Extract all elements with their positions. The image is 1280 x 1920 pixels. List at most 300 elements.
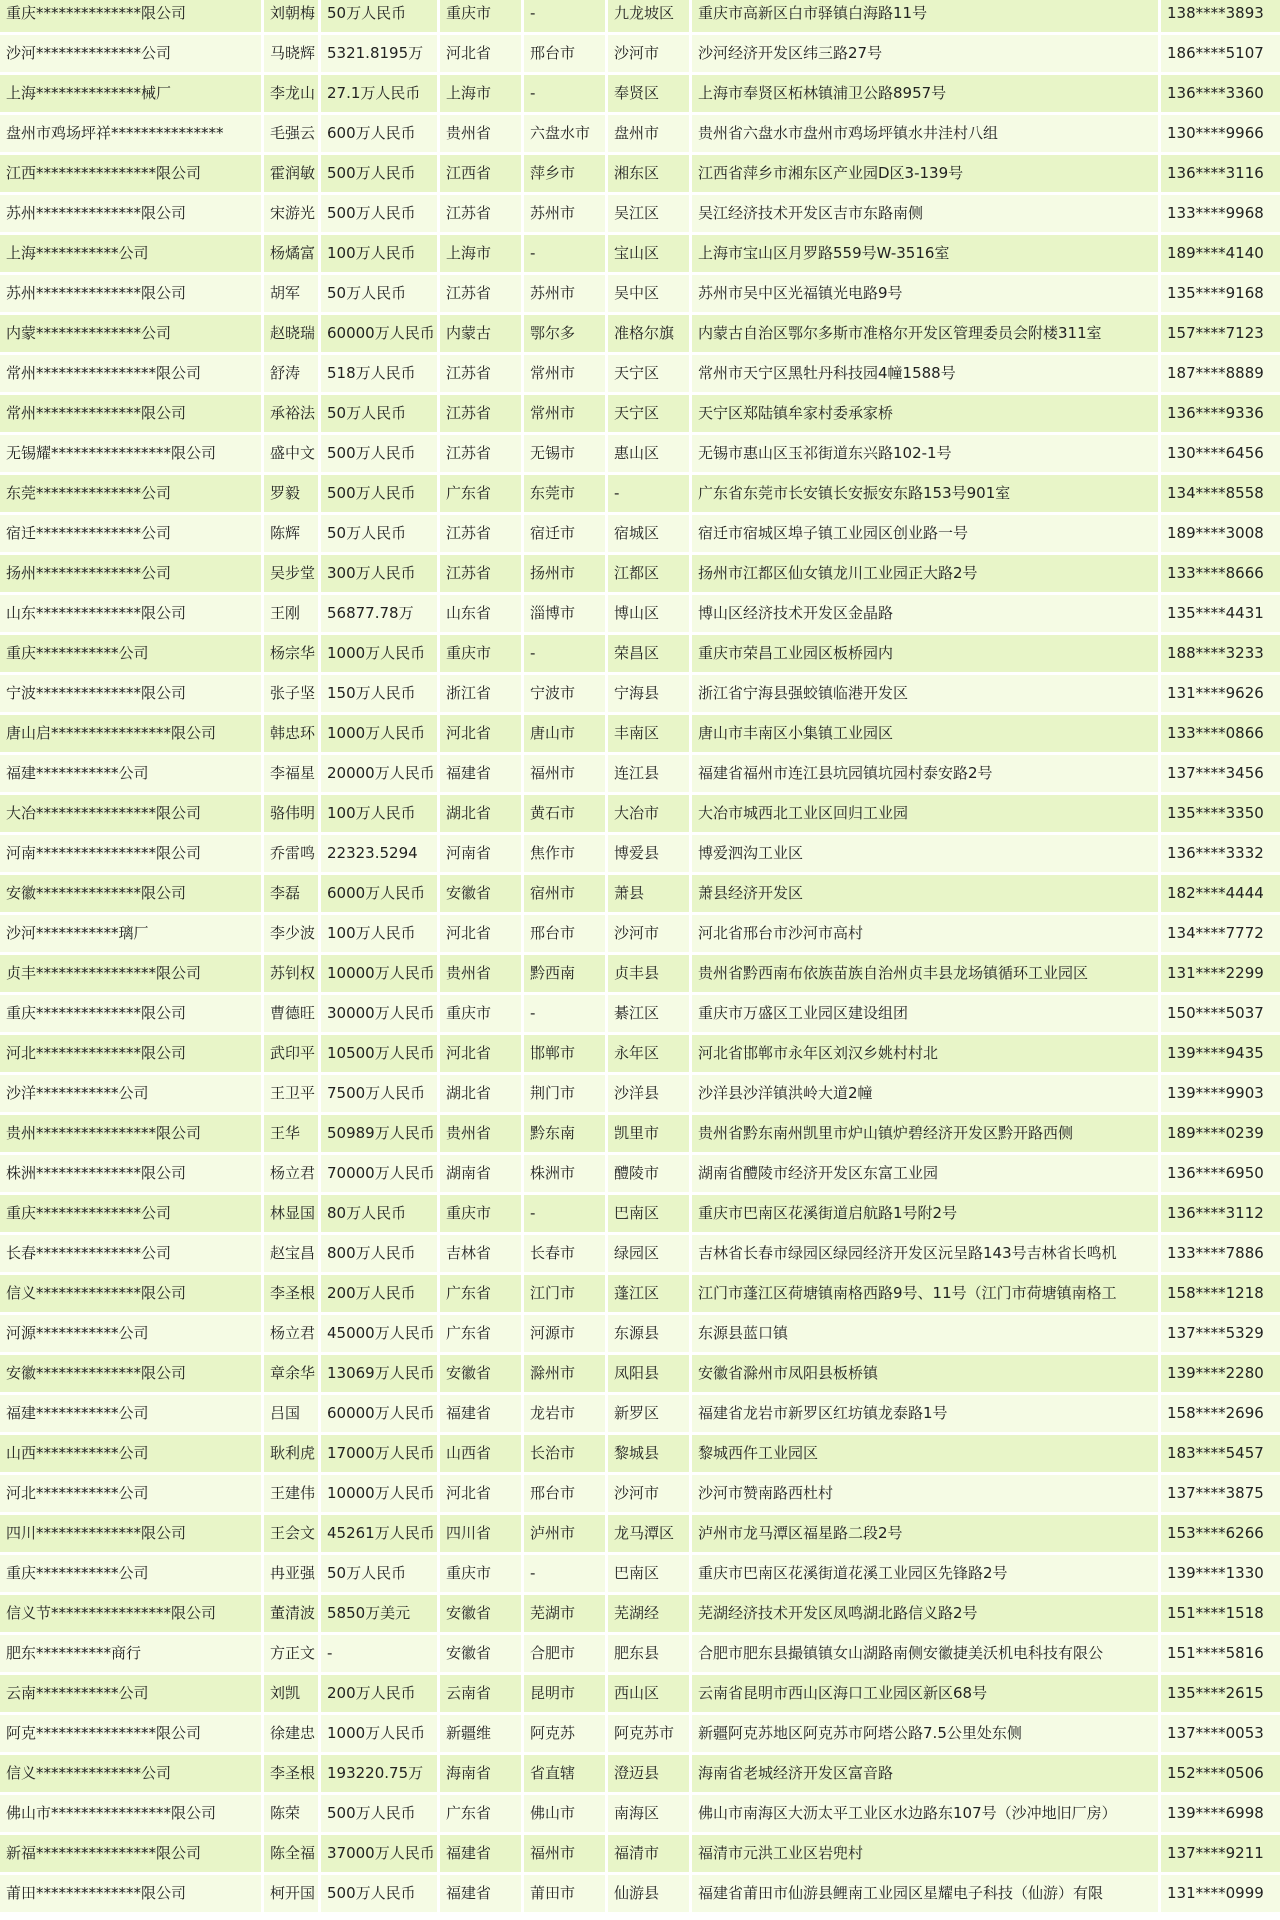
registered-capital-cell: 45261万人民币 bbox=[321, 1515, 437, 1555]
city-cell: 苏州市 bbox=[524, 195, 605, 235]
company-name-cell: 福建***********公司 bbox=[0, 1395, 261, 1435]
legal-rep-cell: 耿利虎 bbox=[264, 1435, 318, 1475]
company-name-cell: 贵州****************限公司 bbox=[0, 1115, 261, 1155]
district-cell: 吴江区 bbox=[608, 195, 689, 235]
district-cell: 博山区 bbox=[608, 595, 689, 635]
table-row[interactable] bbox=[0, 755, 1280, 795]
district-cell: 江都区 bbox=[608, 555, 689, 595]
registered-capital-cell: 50989万人民币 bbox=[321, 1115, 437, 1155]
province-cell: 福建省 bbox=[440, 755, 521, 795]
legal-rep-cell: 徐建忠 bbox=[264, 1715, 318, 1755]
city-cell: 淄博市 bbox=[524, 595, 605, 635]
province-cell: 四川省 bbox=[440, 1515, 521, 1555]
legal-rep-cell: 舒涛 bbox=[264, 355, 318, 395]
registered-capital-cell: 5850万美元 bbox=[321, 1595, 437, 1635]
city-cell: 鄂尔多 bbox=[524, 315, 605, 355]
registered-capital-cell: 5321.8195万 bbox=[321, 35, 437, 75]
legal-rep-cell: 胡军 bbox=[264, 275, 318, 315]
phone-cell: 186****5107 bbox=[1161, 35, 1280, 75]
city-cell: 省直辖 bbox=[524, 1755, 605, 1795]
registered-capital-cell: 50万人民币 bbox=[321, 275, 437, 315]
company-name-cell: 山东**************限公司 bbox=[0, 595, 261, 635]
province-cell: 湖南省 bbox=[440, 1155, 521, 1195]
table-row[interactable] bbox=[0, 515, 1280, 555]
province-cell: 河北省 bbox=[440, 915, 521, 955]
phone-cell: 134****7772 bbox=[1161, 915, 1280, 955]
city-cell: 河源市 bbox=[524, 1315, 605, 1355]
table-row[interactable] bbox=[0, 1275, 1280, 1315]
legal-rep-cell: 王刚 bbox=[264, 595, 318, 635]
province-cell: 河北省 bbox=[440, 1035, 521, 1075]
province-cell: 贵州省 bbox=[440, 115, 521, 155]
address-cell: 重庆市高新区白市驿镇白海路11号 bbox=[692, 0, 1158, 35]
company-name-cell: 莆田**************限公司 bbox=[0, 1875, 261, 1915]
province-cell: 江苏省 bbox=[440, 395, 521, 435]
district-cell: 巴南区 bbox=[608, 1555, 689, 1595]
registered-capital-cell: 600万人民币 bbox=[321, 115, 437, 155]
district-cell: 永年区 bbox=[608, 1035, 689, 1075]
phone-cell: 151****5816 bbox=[1161, 1635, 1280, 1675]
table-row[interactable] bbox=[0, 1235, 1280, 1275]
legal-rep-cell: 董清波 bbox=[264, 1595, 318, 1635]
registered-capital-cell: - bbox=[321, 1635, 437, 1675]
phone-cell: 139****9903 bbox=[1161, 1075, 1280, 1115]
phone-cell: 136****3112 bbox=[1161, 1195, 1280, 1235]
province-cell: 福建省 bbox=[440, 1875, 521, 1915]
table-row[interactable] bbox=[0, 155, 1280, 195]
phone-cell: 138****3893 bbox=[1161, 0, 1280, 35]
table-row[interactable] bbox=[0, 355, 1280, 395]
phone-cell: 130****9966 bbox=[1161, 115, 1280, 155]
district-cell: 新罗区 bbox=[608, 1395, 689, 1435]
legal-rep-cell: 李磊 bbox=[264, 875, 318, 915]
address-cell: 黎城西仵工业园区 bbox=[692, 1435, 1158, 1475]
address-cell: 东源县蓝口镇 bbox=[692, 1315, 1158, 1355]
province-cell: 安徽省 bbox=[440, 875, 521, 915]
district-cell: 阿克苏市 bbox=[608, 1715, 689, 1755]
city-cell: 萍乡市 bbox=[524, 155, 605, 195]
table-row[interactable] bbox=[0, 435, 1280, 475]
address-cell: 常州市天宁区黑牡丹科技园4幢1588号 bbox=[692, 355, 1158, 395]
table-row[interactable] bbox=[0, 1795, 1280, 1835]
registered-capital-cell: 1000万人民币 bbox=[321, 715, 437, 755]
registered-capital-cell: 200万人民币 bbox=[321, 1675, 437, 1715]
company-name-cell: 重庆***********公司 bbox=[0, 1555, 261, 1595]
address-cell: 安徽省滁州市凤阳县板桥镇 bbox=[692, 1355, 1158, 1395]
district-cell: 天宁区 bbox=[608, 355, 689, 395]
address-cell: 上海市奉贤区柘林镇浦卫公路8957号 bbox=[692, 75, 1158, 115]
district-cell: 盘州市 bbox=[608, 115, 689, 155]
registered-capital-cell: 10000万人民币 bbox=[321, 1475, 437, 1515]
registered-capital-cell: 193220.75万 bbox=[321, 1755, 437, 1795]
district-cell: - bbox=[608, 475, 689, 515]
legal-rep-cell: 苏钊权 bbox=[264, 955, 318, 995]
table-row[interactable] bbox=[0, 555, 1280, 595]
table-row[interactable] bbox=[0, 955, 1280, 995]
company-name-cell: 信义节****************限公司 bbox=[0, 1595, 261, 1635]
address-cell: 重庆市巴南区花溪街道花溪工业园区先锋路2号 bbox=[692, 1555, 1158, 1595]
table-row[interactable] bbox=[0, 1555, 1280, 1595]
province-cell: 山东省 bbox=[440, 595, 521, 635]
province-cell: 江苏省 bbox=[440, 555, 521, 595]
table-row[interactable] bbox=[0, 1755, 1280, 1795]
table-row[interactable] bbox=[0, 1435, 1280, 1475]
address-cell: 贵州省黔西南布依族苗族自治州贞丰县龙场镇循环工业园区 bbox=[692, 955, 1158, 995]
table-row[interactable] bbox=[0, 1395, 1280, 1435]
table-row[interactable] bbox=[0, 1875, 1280, 1915]
address-cell: 天宁区郑陆镇牟家村委承家桥 bbox=[692, 395, 1158, 435]
phone-cell: 158****1218 bbox=[1161, 1275, 1280, 1315]
district-cell: 贞丰县 bbox=[608, 955, 689, 995]
table-row[interactable] bbox=[0, 635, 1280, 675]
table-row[interactable] bbox=[0, 1675, 1280, 1715]
registered-capital-cell: 100万人民币 bbox=[321, 235, 437, 275]
legal-rep-cell: 杨立君 bbox=[264, 1155, 318, 1195]
table-row[interactable] bbox=[0, 875, 1280, 915]
registered-capital-cell: 60000万人民币 bbox=[321, 315, 437, 355]
address-cell: 福建省福州市连江县坑园镇坑园村泰安路2号 bbox=[692, 755, 1158, 795]
legal-rep-cell: 杨宗华 bbox=[264, 635, 318, 675]
company-name-cell: 河北***********公司 bbox=[0, 1475, 261, 1515]
legal-rep-cell: 霍润敏 bbox=[264, 155, 318, 195]
legal-rep-cell: 章余华 bbox=[264, 1355, 318, 1395]
table-row[interactable] bbox=[0, 1355, 1280, 1395]
company-name-cell: 上海**************械厂 bbox=[0, 75, 261, 115]
company-name-cell: 盘州市鸡场坪祥*************** bbox=[0, 115, 261, 155]
company-name-cell: 沙洋***********公司 bbox=[0, 1075, 261, 1115]
phone-cell: 135****3350 bbox=[1161, 795, 1280, 835]
address-cell: 湖南省醴陵市经济开发区东富工业园 bbox=[692, 1155, 1158, 1195]
city-cell: 宁波市 bbox=[524, 675, 605, 715]
legal-rep-cell: 乔雷鸣 bbox=[264, 835, 318, 875]
table-row[interactable] bbox=[0, 275, 1280, 315]
registered-capital-cell: 50万人民币 bbox=[321, 395, 437, 435]
table-row[interactable] bbox=[0, 915, 1280, 955]
table-row[interactable] bbox=[0, 195, 1280, 235]
company-name-cell: 上海***********公司 bbox=[0, 235, 261, 275]
province-cell: 江苏省 bbox=[440, 355, 521, 395]
company-name-cell: 常州**************限公司 bbox=[0, 395, 261, 435]
legal-rep-cell: 杨燏富 bbox=[264, 235, 318, 275]
legal-rep-cell: 曹德旺 bbox=[264, 995, 318, 1035]
city-cell: 邢台市 bbox=[524, 1475, 605, 1515]
address-cell: 云南省昆明市西山区海口工业园区新区68号 bbox=[692, 1675, 1158, 1715]
phone-cell: 131****2299 bbox=[1161, 955, 1280, 995]
table-row[interactable] bbox=[0, 1115, 1280, 1155]
address-cell: 江门市蓬江区荷塘镇南格西路9号、11号（江门市荷塘镇南格工 bbox=[692, 1275, 1158, 1315]
district-cell: 萧县 bbox=[608, 875, 689, 915]
table-row[interactable] bbox=[0, 395, 1280, 435]
phone-cell: 158****2696 bbox=[1161, 1395, 1280, 1435]
district-cell: 龙马潭区 bbox=[608, 1515, 689, 1555]
company-name-cell: 贞丰****************限公司 bbox=[0, 955, 261, 995]
province-cell: 湖北省 bbox=[440, 1075, 521, 1115]
table-row[interactable] bbox=[0, 1515, 1280, 1555]
phone-cell: 133****9968 bbox=[1161, 195, 1280, 235]
district-cell: 连江县 bbox=[608, 755, 689, 795]
address-cell: 海南省老城经济开发区富音路 bbox=[692, 1755, 1158, 1795]
city-cell: 邢台市 bbox=[524, 915, 605, 955]
phone-cell: 137****3875 bbox=[1161, 1475, 1280, 1515]
table-row[interactable] bbox=[0, 35, 1280, 75]
registered-capital-cell: 6000万人民币 bbox=[321, 875, 437, 915]
registered-capital-cell: 1000万人民币 bbox=[321, 635, 437, 675]
district-cell: 湘东区 bbox=[608, 155, 689, 195]
address-cell: 合肥市肥东县撮镇镇女山湖路南侧安徽捷美沃机电科技有限公 bbox=[692, 1635, 1158, 1675]
legal-rep-cell: 罗毅 bbox=[264, 475, 318, 515]
table-row[interactable] bbox=[0, 1315, 1280, 1355]
province-cell: 河南省 bbox=[440, 835, 521, 875]
address-cell: 新疆阿克苏地区阿克苏市阿塔公路7.5公里处东侧 bbox=[692, 1715, 1158, 1755]
address-cell: 浙江省宁海县强蛟镇临港开发区 bbox=[692, 675, 1158, 715]
city-cell: - bbox=[524, 75, 605, 115]
legal-rep-cell: 李少波 bbox=[264, 915, 318, 955]
phone-cell: 136****3360 bbox=[1161, 75, 1280, 115]
registered-capital-cell: 50万人民币 bbox=[321, 515, 437, 555]
address-cell: 博山区经济技术开发区金晶路 bbox=[692, 595, 1158, 635]
registered-capital-cell: 60000万人民币 bbox=[321, 1395, 437, 1435]
table-row[interactable] bbox=[0, 795, 1280, 835]
table-row[interactable] bbox=[0, 75, 1280, 115]
table-row[interactable] bbox=[0, 835, 1280, 875]
address-cell: 福建省莆田市仙游县鲤南工业园区星耀电子科技（仙游）有限 bbox=[692, 1875, 1158, 1915]
address-cell: 河北省邢台市沙河市高村 bbox=[692, 915, 1158, 955]
phone-cell: 134****8558 bbox=[1161, 475, 1280, 515]
registered-capital-cell: 200万人民币 bbox=[321, 1275, 437, 1315]
address-cell: 芜湖经济技术开发区凤鸣湖北路信义路2号 bbox=[692, 1595, 1158, 1635]
city-cell: 黄石市 bbox=[524, 795, 605, 835]
phone-cell: 157****7123 bbox=[1161, 315, 1280, 355]
legal-rep-cell: 林显国 bbox=[264, 1195, 318, 1235]
city-cell: 黔东南 bbox=[524, 1115, 605, 1155]
city-cell: 昆明市 bbox=[524, 1675, 605, 1715]
registered-capital-cell: 800万人民币 bbox=[321, 1235, 437, 1275]
table-row[interactable] bbox=[0, 995, 1280, 1035]
company-name-cell: 信义**************限公司 bbox=[0, 1275, 261, 1315]
address-cell: 河北省邯郸市永年区刘汉乡姚村村北 bbox=[692, 1035, 1158, 1075]
district-cell: 准格尔旗 bbox=[608, 315, 689, 355]
table-row[interactable] bbox=[0, 235, 1280, 275]
province-cell: 重庆市 bbox=[440, 1195, 521, 1235]
district-cell: 宝山区 bbox=[608, 235, 689, 275]
company-name-cell: 沙河**************公司 bbox=[0, 35, 261, 75]
company-name-cell: 新福****************限公司 bbox=[0, 1835, 261, 1875]
province-cell: 上海市 bbox=[440, 235, 521, 275]
legal-rep-cell: 李圣根 bbox=[264, 1275, 318, 1315]
company-name-cell: 宁波**************限公司 bbox=[0, 675, 261, 715]
city-cell: 福州市 bbox=[524, 755, 605, 795]
phone-cell: 152****0506 bbox=[1161, 1755, 1280, 1795]
address-cell: 沙洋县沙洋镇洪岭大道2幢 bbox=[692, 1075, 1158, 1115]
district-cell: 大冶市 bbox=[608, 795, 689, 835]
company-name-cell: 河北**************限公司 bbox=[0, 1035, 261, 1075]
legal-rep-cell: 盛中文 bbox=[264, 435, 318, 475]
table-row[interactable] bbox=[0, 1155, 1280, 1195]
province-cell: 上海市 bbox=[440, 75, 521, 115]
legal-rep-cell: 骆伟明 bbox=[264, 795, 318, 835]
table-row[interactable] bbox=[0, 1075, 1280, 1115]
company-name-cell: 河南****************限公司 bbox=[0, 835, 261, 875]
legal-rep-cell: 李龙山 bbox=[264, 75, 318, 115]
legal-rep-cell: 张子坚 bbox=[264, 675, 318, 715]
district-cell: 东源县 bbox=[608, 1315, 689, 1355]
city-cell: 长春市 bbox=[524, 1235, 605, 1275]
district-cell: 沙洋县 bbox=[608, 1075, 689, 1115]
table-row[interactable] bbox=[0, 1595, 1280, 1635]
province-cell: 湖北省 bbox=[440, 795, 521, 835]
company-name-cell: 重庆***********公司 bbox=[0, 635, 261, 675]
province-cell: 安徽省 bbox=[440, 1635, 521, 1675]
city-cell: 长治市 bbox=[524, 1435, 605, 1475]
registered-capital-cell: 22323.5294 bbox=[321, 835, 437, 875]
company-name-cell: 安徽**************限公司 bbox=[0, 875, 261, 915]
legal-rep-cell: 李圣根 bbox=[264, 1755, 318, 1795]
registered-capital-cell: 27.1万人民币 bbox=[321, 75, 437, 115]
city-cell: 邯郸市 bbox=[524, 1035, 605, 1075]
table-row[interactable] bbox=[0, 1195, 1280, 1235]
legal-rep-cell: 吕国 bbox=[264, 1395, 318, 1435]
table-row[interactable] bbox=[0, 1835, 1280, 1875]
city-cell: 六盘水市 bbox=[524, 115, 605, 155]
district-cell: 巴南区 bbox=[608, 1195, 689, 1235]
phone-cell: 137****9211 bbox=[1161, 1835, 1280, 1875]
city-cell: 江门市 bbox=[524, 1275, 605, 1315]
table-row[interactable] bbox=[0, 0, 1280, 35]
legal-rep-cell: 刘朝梅 bbox=[264, 0, 318, 35]
province-cell: 重庆市 bbox=[440, 995, 521, 1035]
registered-capital-cell: 56877.78万 bbox=[321, 595, 437, 635]
address-cell: 福建省龙岩市新罗区红坊镇龙泰路1号 bbox=[692, 1395, 1158, 1435]
legal-rep-cell: 马晓辉 bbox=[264, 35, 318, 75]
province-cell: 广东省 bbox=[440, 1795, 521, 1835]
phone-cell: 188****3233 bbox=[1161, 635, 1280, 675]
company-name-cell: 沙河***********璃厂 bbox=[0, 915, 261, 955]
province-cell: 贵州省 bbox=[440, 955, 521, 995]
legal-rep-cell: 王会文 bbox=[264, 1515, 318, 1555]
phone-cell: 133****8666 bbox=[1161, 555, 1280, 595]
phone-cell: 133****7886 bbox=[1161, 1235, 1280, 1275]
city-cell: 龙岩市 bbox=[524, 1395, 605, 1435]
address-cell: 唐山市丰南区小集镇工业园区 bbox=[692, 715, 1158, 755]
city-cell: 黔西南 bbox=[524, 955, 605, 995]
registered-capital-cell: 10500万人民币 bbox=[321, 1035, 437, 1075]
company-name-cell: 山西***********公司 bbox=[0, 1435, 261, 1475]
company-name-cell: 东莞**************公司 bbox=[0, 475, 261, 515]
province-cell: 河北省 bbox=[440, 1475, 521, 1515]
province-cell: 福建省 bbox=[440, 1395, 521, 1435]
table-row[interactable] bbox=[0, 1635, 1280, 1675]
province-cell: 广东省 bbox=[440, 1315, 521, 1355]
district-cell: 南海区 bbox=[608, 1795, 689, 1835]
city-cell: 莆田市 bbox=[524, 1875, 605, 1915]
province-cell: 福建省 bbox=[440, 1835, 521, 1875]
table-row[interactable] bbox=[0, 1475, 1280, 1515]
registered-capital-cell: 500万人民币 bbox=[321, 435, 437, 475]
legal-rep-cell: 王华 bbox=[264, 1115, 318, 1155]
company-name-cell: 安徽**************限公司 bbox=[0, 1355, 261, 1395]
district-cell: 蓬江区 bbox=[608, 1275, 689, 1315]
table-row[interactable] bbox=[0, 1035, 1280, 1075]
table-row[interactable] bbox=[0, 675, 1280, 715]
registered-capital-cell: 1000万人民币 bbox=[321, 1715, 437, 1755]
city-cell: 滁州市 bbox=[524, 1355, 605, 1395]
phone-cell: 130****6456 bbox=[1161, 435, 1280, 475]
phone-cell: 182****4444 bbox=[1161, 875, 1280, 915]
company-name-cell: 云南***********公司 bbox=[0, 1675, 261, 1715]
city-cell: - bbox=[524, 995, 605, 1035]
district-cell: 福清市 bbox=[608, 1835, 689, 1875]
company-name-cell: 内蒙**************公司 bbox=[0, 315, 261, 355]
registered-capital-cell: 10000万人民币 bbox=[321, 955, 437, 995]
company-name-cell: 株洲**************限公司 bbox=[0, 1155, 261, 1195]
phone-cell: 189****3008 bbox=[1161, 515, 1280, 555]
province-cell: 浙江省 bbox=[440, 675, 521, 715]
address-cell: 重庆市万盛区工业园区建设组团 bbox=[692, 995, 1158, 1035]
address-cell: 江西省萍乡市湘东区产业园D区3-139号 bbox=[692, 155, 1158, 195]
company-name-cell: 阿克****************限公司 bbox=[0, 1715, 261, 1755]
registered-capital-cell: 50万人民币 bbox=[321, 1555, 437, 1595]
district-cell: 天宁区 bbox=[608, 395, 689, 435]
registered-capital-cell: 37000万人民币 bbox=[321, 1835, 437, 1875]
phone-cell: 137****0053 bbox=[1161, 1715, 1280, 1755]
district-cell: 宁海县 bbox=[608, 675, 689, 715]
legal-rep-cell: 毛强云 bbox=[264, 115, 318, 155]
company-name-cell: 重庆**************限公司 bbox=[0, 0, 261, 35]
phone-cell: 151****1518 bbox=[1161, 1595, 1280, 1635]
legal-rep-cell: 宋游光 bbox=[264, 195, 318, 235]
province-cell: 贵州省 bbox=[440, 1115, 521, 1155]
phone-cell: 136****9336 bbox=[1161, 395, 1280, 435]
city-cell: 邢台市 bbox=[524, 35, 605, 75]
registered-capital-cell: 100万人民币 bbox=[321, 915, 437, 955]
province-cell: 吉林省 bbox=[440, 1235, 521, 1275]
table-row[interactable] bbox=[0, 315, 1280, 355]
registered-capital-cell: 17000万人民币 bbox=[321, 1435, 437, 1475]
province-cell: 江苏省 bbox=[440, 195, 521, 235]
legal-rep-cell: 赵晓瑞 bbox=[264, 315, 318, 355]
table-row[interactable] bbox=[0, 595, 1280, 635]
city-cell: 宿迁市 bbox=[524, 515, 605, 555]
district-cell: 芜湖经 bbox=[608, 1595, 689, 1635]
company-name-cell: 无锡耀****************限公司 bbox=[0, 435, 261, 475]
province-cell: 重庆市 bbox=[440, 0, 521, 35]
city-cell: 株洲市 bbox=[524, 1155, 605, 1195]
table-row[interactable] bbox=[0, 715, 1280, 755]
legal-rep-cell: 王卫平 bbox=[264, 1075, 318, 1115]
company-name-cell: 信义**************公司 bbox=[0, 1755, 261, 1795]
legal-rep-cell: 陈辉 bbox=[264, 515, 318, 555]
table-row[interactable] bbox=[0, 475, 1280, 515]
address-cell: 吴江经济技术开发区吉市东路南侧 bbox=[692, 195, 1158, 235]
legal-rep-cell: 柯开国 bbox=[264, 1875, 318, 1915]
company-name-cell: 佛山市****************限公司 bbox=[0, 1795, 261, 1835]
table-row[interactable] bbox=[0, 1715, 1280, 1755]
registered-capital-cell: 100万人民币 bbox=[321, 795, 437, 835]
city-cell: 唐山市 bbox=[524, 715, 605, 755]
city-cell: 荆门市 bbox=[524, 1075, 605, 1115]
company-name-cell: 重庆**************限公司 bbox=[0, 995, 261, 1035]
table-row[interactable] bbox=[0, 115, 1280, 155]
registered-capital-cell: 500万人民币 bbox=[321, 195, 437, 235]
legal-rep-cell: 武印平 bbox=[264, 1035, 318, 1075]
phone-cell: 135****9168 bbox=[1161, 275, 1280, 315]
address-cell: 苏州市吴中区光福镇光电路9号 bbox=[692, 275, 1158, 315]
registered-capital-cell: 80万人民币 bbox=[321, 1195, 437, 1235]
city-cell: 苏州市 bbox=[524, 275, 605, 315]
legal-rep-cell: 承裕法 bbox=[264, 395, 318, 435]
company-name-cell: 福建***********公司 bbox=[0, 755, 261, 795]
legal-rep-cell: 赵宝昌 bbox=[264, 1235, 318, 1275]
